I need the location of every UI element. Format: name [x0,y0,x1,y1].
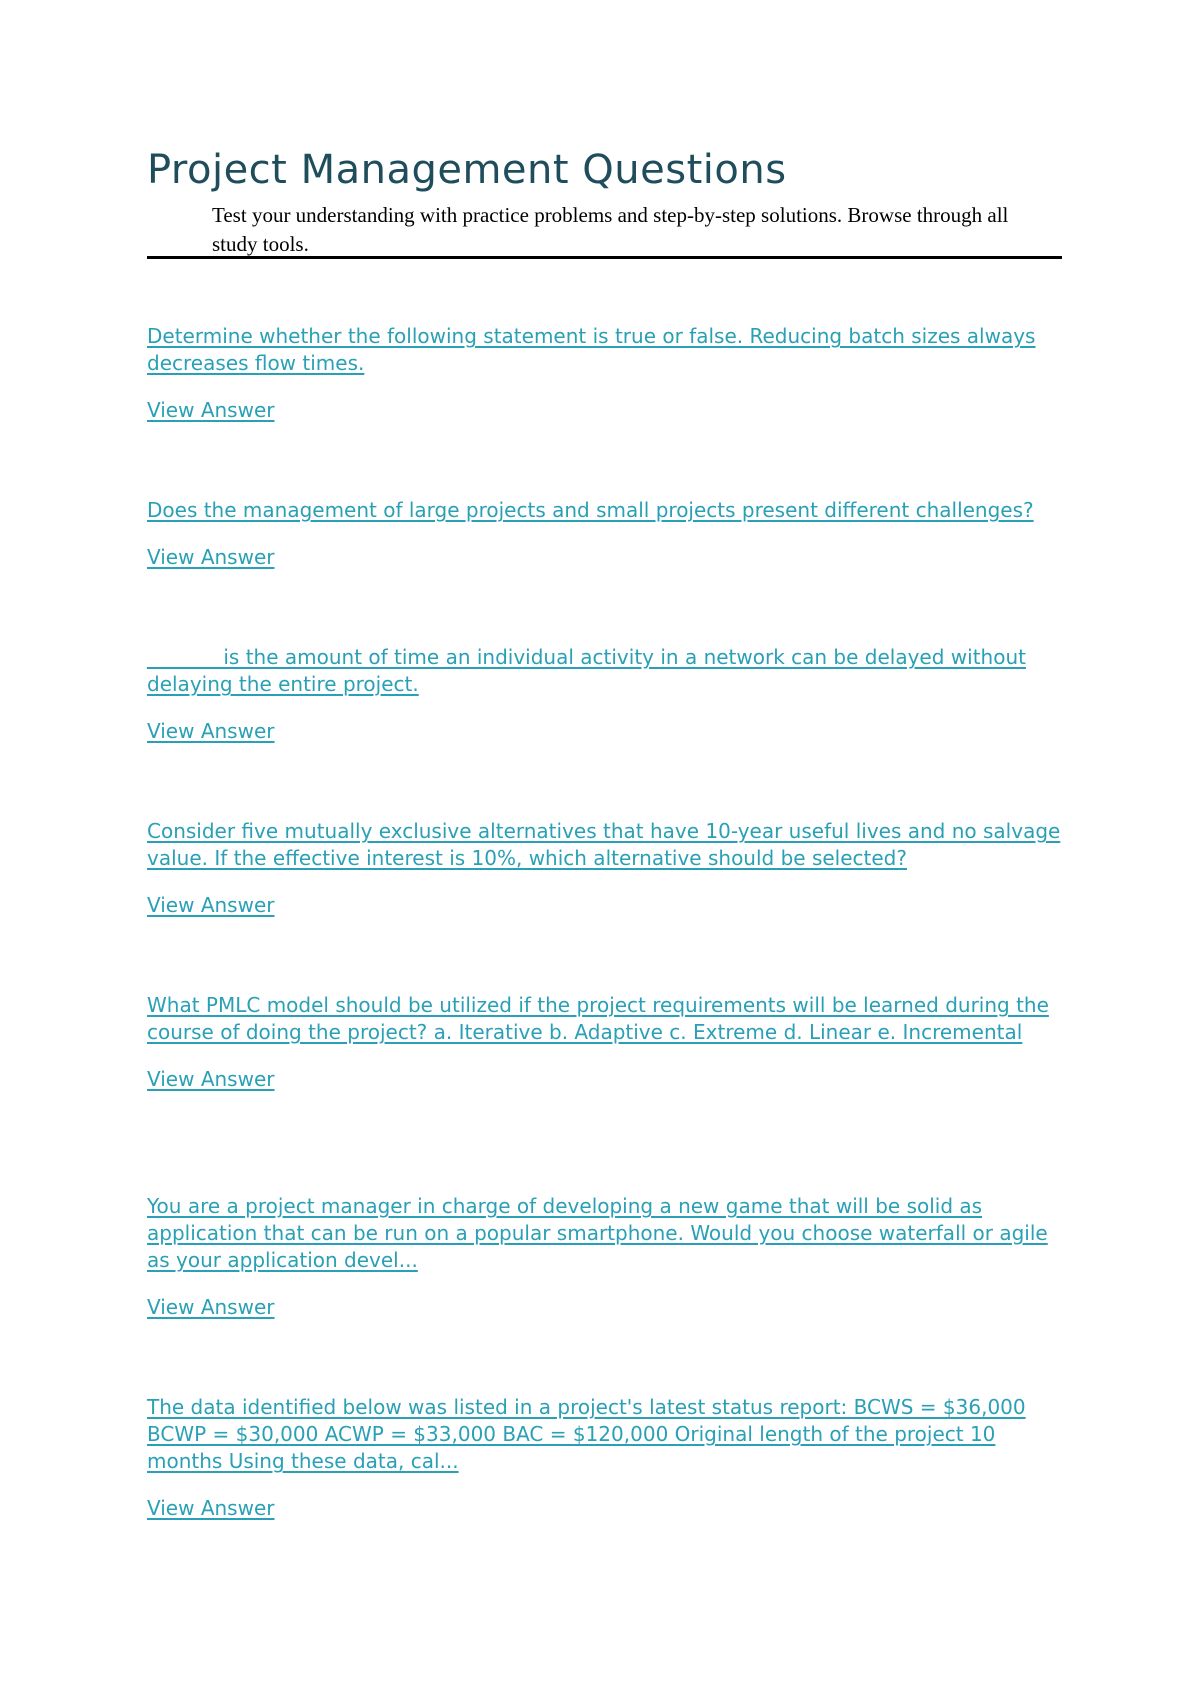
view-answer-link[interactable]: View Answer [147,398,275,422]
question-item [147,323,1062,424]
question-link[interactable]: Does the management of large projects and small projects present different challenges? [147,498,1034,522]
question-link[interactable]: Consider five mutually exclusive alternatives that have 10-year useful lives and no salvage value. If the effective interest is 10%, which alternative should be selected? [147,819,1061,870]
question-item [147,497,1062,571]
view-answer-link[interactable]: View Answer [147,1067,275,1091]
view-answer-link[interactable]: View Answer [147,719,275,743]
question-link[interactable]: What PMLC model should be utilized if the project requirements will be learned during the course of doing the project? a. Iterative b. Adaptive c. Extreme d. Linear e. Incremental [147,993,1049,1044]
title-divider [147,256,1062,259]
view-answer-link[interactable]: View Answer [147,1496,275,1520]
question-link[interactable]: Determine whether the following statement is true or false. Reducing batch sizes always decreases flow times. [147,324,1036,375]
question-link[interactable]: _______ is the amount of time an individual activity in a network can be delayed without delaying the entire project. [147,645,1026,696]
question-item [147,818,1062,919]
question-link[interactable]: You are a project manager in charge of developing a new game that will be solid as application that can be run on a popular smartphone. Would you choose waterfall or agile as your application devel... [147,1194,1048,1272]
question-item [147,992,1062,1093]
view-answer-link[interactable]: View Answer [147,893,275,917]
page-subtitle: Test your understanding with practice problems and step-by-step solutions. Browse through all study tools. [212,203,1009,256]
question-link[interactable]: The data identified below was listed in a project's latest status report: BCWS = $36,000 BCWP = $30,000 ACWP = $33,000 BAC = $120,000 Original length of the project 10 months Using these data, cal... [147,1395,1026,1473]
page-title: Project Management Questions [147,147,787,193]
question-item [147,644,1062,745]
view-answer-link[interactable]: View Answer [147,545,275,569]
question-item [147,1394,1062,1522]
question-item [147,1193,1062,1321]
view-answer-link[interactable]: View Answer [147,1295,275,1319]
